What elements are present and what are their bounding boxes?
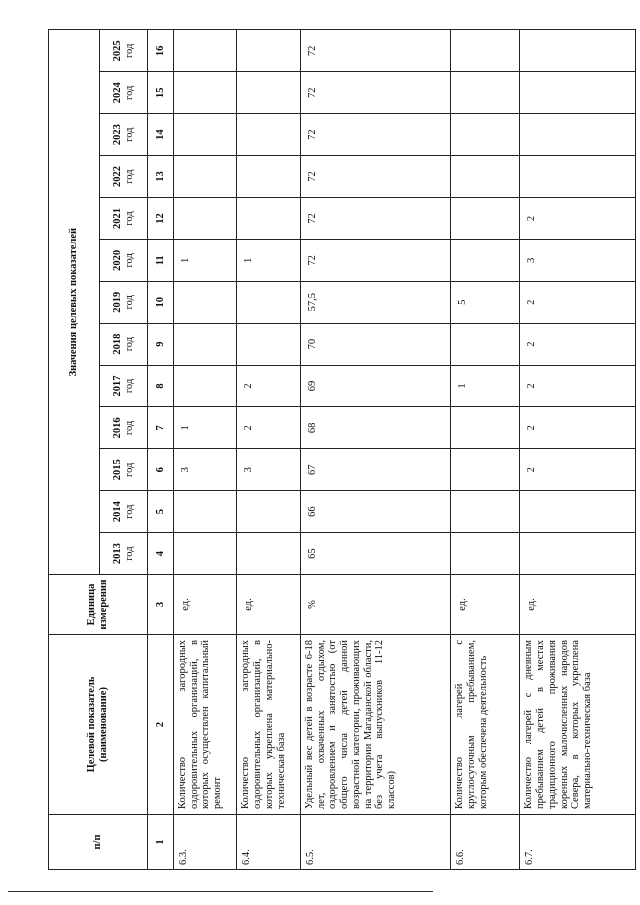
value-cell	[451, 491, 520, 533]
year-header	[99, 114, 148, 156]
unit-cell: ед.	[237, 575, 301, 635]
rotated-table-container	[48, 30, 636, 870]
column-number-row	[148, 30, 173, 870]
value-cell: 3	[237, 449, 301, 491]
column-number: 15	[148, 72, 173, 114]
table-row	[300, 30, 450, 870]
column-number: 13	[148, 156, 173, 198]
year-header	[99, 407, 148, 449]
value-cell: 2	[520, 449, 636, 491]
row-number: 6.7.	[520, 815, 636, 870]
value-cell: 3	[173, 449, 237, 491]
value-cell: 72	[300, 239, 450, 281]
header-unit: Единица измерения	[49, 575, 148, 635]
value-cell: 1	[451, 365, 520, 407]
row-number: 6.3.	[173, 815, 237, 870]
value-cell: 1	[173, 407, 237, 449]
year-header	[99, 323, 148, 365]
year-suffix: год	[123, 378, 135, 394]
year-suffix: год	[123, 253, 135, 268]
unit-cell: ед.	[520, 575, 636, 635]
value-cell: 65	[300, 533, 450, 575]
indicator-name: Удельный вес детей в возрасте 6-18 лет, охваченных отдыхом, оздоровлением и занятостью (от общего числа детей данной возрастной категории, проживающих на территории Магаданской области, без учета выпускников 11-12 классов)	[300, 635, 450, 815]
value-cell	[237, 30, 301, 72]
value-cell	[173, 365, 237, 407]
value-cell	[173, 30, 237, 72]
value-cell	[520, 72, 636, 114]
value-cell	[173, 323, 237, 365]
value-cell	[451, 239, 520, 281]
value-cell	[173, 72, 237, 114]
year-suffix: год	[123, 43, 135, 59]
year-suffix: год	[123, 420, 135, 436]
year-label: 2014	[111, 501, 123, 523]
value-cell	[451, 114, 520, 156]
value-cell	[451, 72, 520, 114]
value-cell	[520, 30, 636, 72]
value-cell: 2	[520, 197, 636, 239]
column-number: 5	[148, 491, 173, 533]
value-cell: 3	[520, 239, 636, 281]
year-suffix: год	[123, 546, 135, 561]
value-cell	[173, 197, 237, 239]
year-label: 2015	[111, 459, 123, 481]
table-row	[520, 30, 636, 870]
unit-cell: %	[300, 575, 450, 635]
value-cell	[173, 491, 237, 533]
year-label: 2025	[111, 40, 123, 62]
value-cell: 72	[300, 197, 450, 239]
table-row	[173, 30, 237, 870]
header-pp: п/п	[49, 815, 148, 870]
value-cell	[173, 533, 237, 575]
row-number: 6.6.	[451, 815, 520, 870]
year-header	[99, 197, 148, 239]
value-cell	[520, 533, 636, 575]
year-suffix: год	[123, 295, 135, 310]
column-number: 12	[148, 197, 173, 239]
table-row	[451, 30, 520, 870]
value-cell	[520, 114, 636, 156]
year-header	[99, 239, 148, 281]
year-suffix: год	[123, 462, 135, 477]
indicator-name: Количество лагерей с дневным пребыванием детей в местах традиционного проживания коренных малочисленных народов Севера, в которых укреплена материально-техническая база	[520, 635, 636, 815]
value-cell	[237, 323, 301, 365]
value-cell	[173, 114, 237, 156]
year-label: 2022	[111, 166, 123, 188]
value-cell	[237, 156, 301, 198]
year-label: 2017	[111, 375, 123, 397]
value-cell: 72	[300, 72, 450, 114]
value-cell: 2	[520, 323, 636, 365]
column-number: 8	[148, 365, 173, 407]
value-cell	[451, 407, 520, 449]
year-label: 2023	[111, 124, 123, 146]
column-number: 11	[148, 239, 173, 281]
column-number: 16	[148, 30, 173, 72]
value-cell: 68	[300, 407, 450, 449]
target-indicators-table	[48, 29, 636, 870]
year-header	[99, 365, 148, 407]
value-cell	[173, 156, 237, 198]
column-number: 1	[148, 815, 173, 870]
year-header	[99, 72, 148, 114]
indicator-name: Количество загородных оздоровительных организаций, в которых осуществлен капитальный ремонт	[173, 635, 237, 815]
unit-cell: ед.	[451, 575, 520, 635]
value-cell: 57,5	[300, 281, 450, 323]
column-number: 2	[148, 635, 173, 815]
year-label: 2020	[111, 249, 123, 271]
year-suffix: год	[123, 504, 135, 519]
year-header	[99, 30, 148, 72]
year-header	[99, 491, 148, 533]
year-label: 2021	[111, 207, 123, 229]
value-cell	[451, 30, 520, 72]
unit-cell: ед.	[173, 575, 237, 635]
value-cell	[237, 197, 301, 239]
year-label: 2013	[111, 543, 123, 565]
value-cell: 67	[300, 449, 450, 491]
value-cell	[237, 72, 301, 114]
year-suffix: год	[123, 85, 135, 100]
value-cell	[451, 449, 520, 491]
year-label: 2016	[111, 417, 123, 439]
value-cell	[451, 197, 520, 239]
indicator-name: Количество лагерей с круглосуточным пребыванием, которым обеспечена деятельность	[451, 635, 520, 815]
value-cell: 2	[520, 407, 636, 449]
year-header	[99, 449, 148, 491]
value-cell: 2	[520, 281, 636, 323]
year-header	[99, 156, 148, 198]
row-number: 6.4.	[237, 815, 301, 870]
year-label: 2018	[111, 333, 123, 355]
value-cell	[451, 533, 520, 575]
value-cell: 1	[237, 239, 301, 281]
header-values: Значения целевых показателей	[49, 30, 100, 575]
row-number: 6.5.	[300, 815, 450, 870]
year-suffix: год	[123, 127, 135, 142]
value-cell	[237, 114, 301, 156]
column-number: 4	[148, 533, 173, 575]
value-cell: 66	[300, 491, 450, 533]
year-suffix: год	[123, 211, 135, 226]
value-cell: 2	[237, 407, 301, 449]
column-number: 14	[148, 114, 173, 156]
value-cell: 2	[237, 365, 301, 407]
value-cell: 70	[300, 323, 450, 365]
column-number: 10	[148, 281, 173, 323]
value-cell	[237, 491, 301, 533]
year-suffix: год	[123, 169, 135, 184]
value-cell: 72	[300, 30, 450, 72]
column-number: 6	[148, 449, 173, 491]
value-cell: 72	[300, 114, 450, 156]
value-cell: 72	[300, 156, 450, 198]
value-cell	[520, 156, 636, 198]
value-cell: 69	[300, 365, 450, 407]
value-cell: 5	[451, 281, 520, 323]
value-cell	[237, 281, 301, 323]
year-header	[99, 533, 148, 575]
value-cell	[173, 281, 237, 323]
page-footer-line	[8, 891, 433, 892]
value-cell: 1	[173, 239, 237, 281]
year-header	[99, 281, 148, 323]
value-cell	[520, 491, 636, 533]
year-suffix: год	[123, 336, 135, 352]
header-row-1	[49, 30, 100, 870]
column-number: 7	[148, 407, 173, 449]
value-cell	[237, 533, 301, 575]
value-cell	[451, 156, 520, 198]
year-label: 2024	[111, 82, 123, 104]
header-indicator: Целевой показатель (наименование)	[49, 635, 148, 815]
column-number: 9	[148, 323, 173, 365]
value-cell	[451, 323, 520, 365]
column-number: 3	[148, 575, 173, 635]
table-row	[237, 30, 301, 870]
value-cell: 2	[520, 365, 636, 407]
year-label: 2019	[111, 291, 123, 313]
indicator-name: Количество загородных оздоровительных организаций, в которых укреплена материально-техническая база	[237, 635, 301, 815]
